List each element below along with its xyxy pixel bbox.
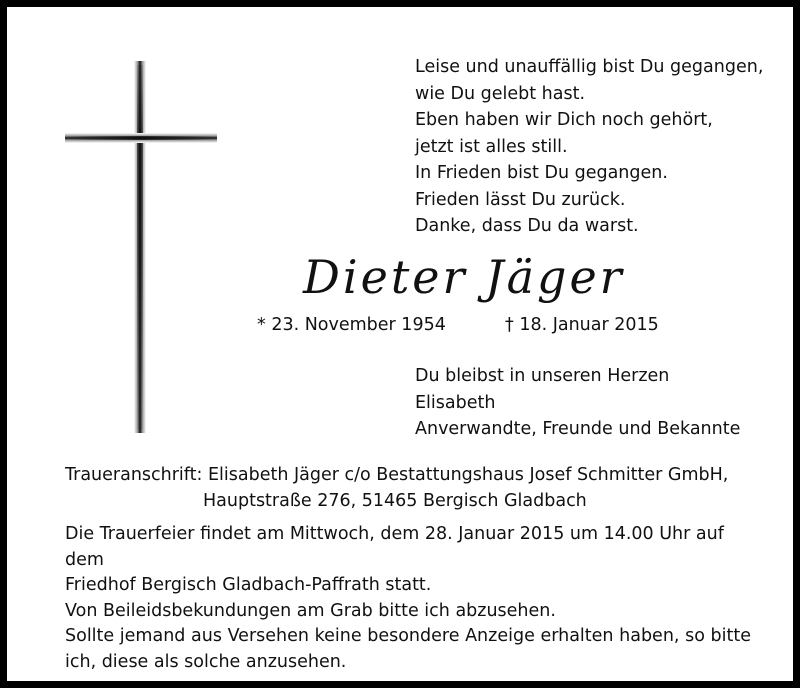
mourning-address [65,462,728,514]
cross-icon [65,61,217,433]
address-line: Traueranschrift: Elisabeth Jäger c/o Bestattungshaus Josef Schmitter GmbH, [65,465,729,485]
notice-line: Friedhof Bergisch Gladbach-Paffrath statt. [65,575,432,595]
funeral-notice [65,522,751,675]
signoff-line: Du bleibst in unseren Herzen [415,366,670,386]
poem-line: Eben haben wir Dich noch gehört, [415,110,713,130]
notice-line: Sollte jemand aus Versehen keine besondere Anzeige erhalten haben, so bitte [65,626,751,646]
birth-date: * 23. November 1954 [257,315,446,335]
poem-line: Frieden lässt Du zurück. [415,189,626,210]
poem-line: jetzt ist alles still. [415,136,568,157]
poem-line: Danke, dass Du da warst. [415,216,639,236]
signoff-line: Anverwandte, Freunde und Bekannte [415,419,741,439]
notice-line: ich, diese als solche anzusehen. [65,651,347,672]
poem-line: Leise und unauffällig bist Du gegangen, [415,57,764,77]
poem-line: wie Du gelebt hast. [415,83,586,104]
signoff-line: Elisabeth [415,392,496,413]
poem [415,54,763,240]
deceased-name: Dieter Jäger [303,250,625,304]
death-date: † 18. Januar 2015 [505,315,659,335]
notice-line: Die Trauerfeier findet am Mittwoch, dem 28. Januar 2015 um 14.00 Uhr auf dem [65,524,724,570]
signoff [415,363,740,443]
poem-line: In Frieden bist Du gegangen. [415,163,668,183]
notice-line: Von Beileidsbekundungen am Grab bitte ich abzusehen. [65,600,556,621]
address-line: Hauptstraße 276, 51465 Bergisch Gladbach [203,491,587,511]
